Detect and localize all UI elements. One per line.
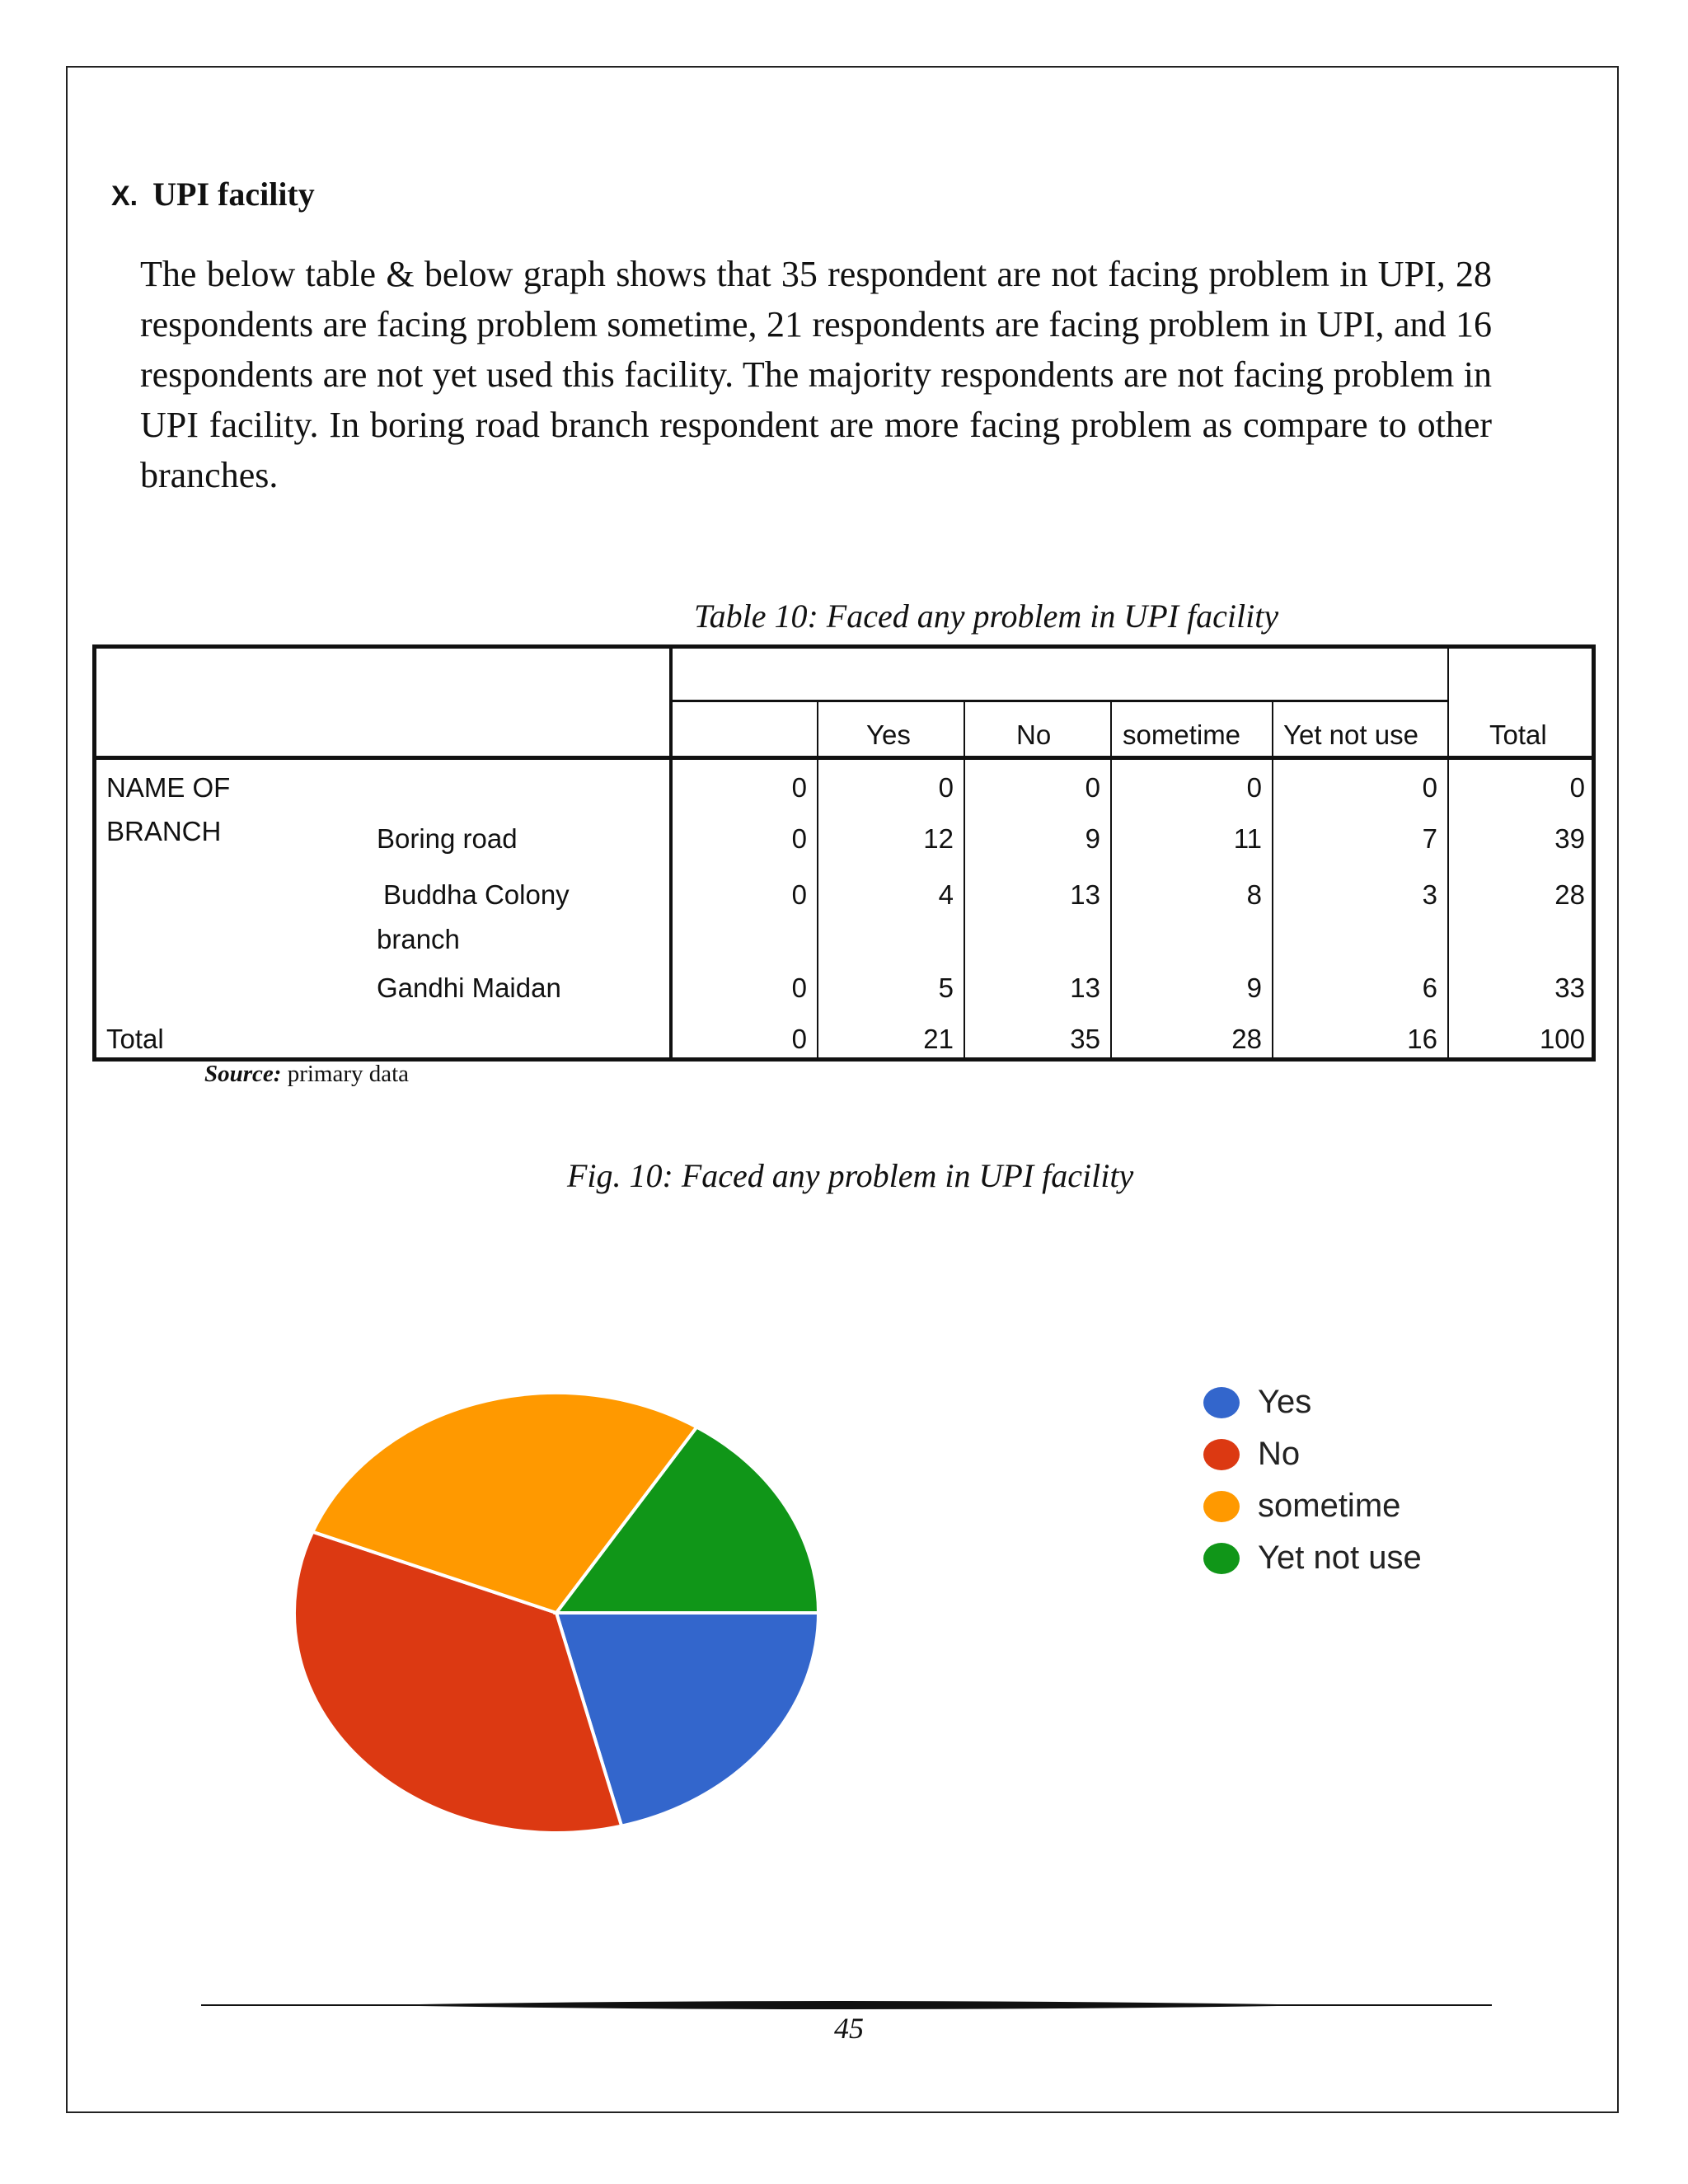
col-rule-4 [1110, 700, 1112, 1057]
total-cell: 0 [791, 1024, 807, 1054]
table-cell: 0 [791, 879, 807, 910]
section-heading [111, 175, 315, 213]
row-label-gandhi-maidan: Gandhi Maidan [377, 972, 561, 1003]
total-cell: 28 [1231, 1024, 1262, 1054]
table-cell: 0 [791, 823, 807, 854]
section-title: UPI facility [152, 176, 315, 213]
pie-chart [280, 1376, 841, 1838]
row-group-label-line1: NAME OF [106, 772, 231, 803]
table-caption: Table 10: Faced any problem in UPI facility [694, 598, 1279, 635]
table-cell: 6 [1422, 972, 1437, 1003]
row-label-boring-road: Boring road [377, 823, 518, 854]
table-cell: 4 [938, 879, 954, 910]
page-number: 45 [834, 2012, 864, 2045]
row-label-buddha-colony-line2: branch [377, 924, 460, 954]
table-cell: 0 [1569, 772, 1585, 803]
col-rule-2 [817, 700, 818, 1057]
table-cell: 39 [1554, 823, 1585, 854]
section-number: X. [111, 180, 138, 212]
figure-caption: Fig. 10: Faced any problem in UPI facility [567, 1157, 1134, 1194]
data-table [92, 644, 1596, 1062]
table-cell: 0 [791, 772, 807, 803]
row-label-buddha-colony-line1: Buddha Colony [383, 879, 570, 910]
table-cell: 7 [1422, 823, 1437, 854]
section-paragraph: The below table & below graph shows that 35 respondent are not facing problem in UPI, 28 respondents are facing problem sometime, 21 respondents are facing problem in UPI, and 16 respondents are not yet used this facility. The majority respondents are not facing problem in UPI facility. In boring road branch respondent are more facing problem as compare to other branches. [140, 254, 1492, 495]
legend-label: Yet not use [1258, 1540, 1422, 1576]
table-cell: 5 [938, 972, 954, 1003]
legend-item-no [1203, 1428, 1422, 1480]
col-rule-6 [1447, 649, 1449, 1057]
table-source [204, 1061, 409, 1088]
col-rule-5 [1272, 700, 1273, 1057]
footer-divider [201, 1999, 1492, 2011]
table-cell: 0 [1246, 772, 1262, 803]
legend-swatch [1203, 1491, 1240, 1522]
table-cell: 13 [1070, 972, 1100, 1003]
total-cell: 16 [1407, 1024, 1437, 1054]
total-cell: 100 [1539, 1024, 1585, 1054]
header-yet-not-use: Yet not use [1283, 719, 1418, 750]
table-cell: 8 [1246, 879, 1262, 910]
table-cell: 0 [1422, 772, 1437, 803]
legend-label: No [1258, 1436, 1301, 1472]
table-cell: 9 [1085, 823, 1100, 854]
legend-swatch [1203, 1387, 1240, 1418]
source-label: Source: [204, 1061, 282, 1087]
col-rule-3 [964, 700, 965, 1057]
table-cell: 3 [1422, 879, 1437, 910]
table-cell: 11 [1233, 823, 1262, 854]
table-cell: 12 [923, 823, 954, 854]
header-rule-top [669, 700, 1447, 702]
table-cell: 13 [1070, 879, 1100, 910]
legend-item-yet-not-use [1203, 1532, 1422, 1584]
table-cell: 0 [791, 972, 807, 1003]
col-rule-1 [669, 649, 673, 1057]
legend-item-yes [1203, 1376, 1422, 1428]
table-cell: 0 [938, 772, 954, 803]
legend-swatch [1203, 1543, 1240, 1574]
table-cell: 28 [1554, 879, 1585, 910]
table-cell: 0 [1085, 772, 1100, 803]
header-total: Total [1489, 719, 1547, 750]
legend-swatch [1203, 1439, 1240, 1470]
header-rule [96, 756, 1592, 760]
total-cell: 35 [1070, 1024, 1100, 1054]
header-no: No [1016, 719, 1052, 750]
header-sometime: sometime [1123, 719, 1241, 750]
header-yes: Yes [866, 719, 911, 750]
legend-item-sometime [1203, 1480, 1422, 1532]
legend-label: Yes [1258, 1384, 1312, 1420]
row-group-label-line2: BRANCH [106, 816, 222, 846]
total-cell: 21 [923, 1024, 954, 1054]
chart-legend [1203, 1376, 1422, 1584]
table-cell: 33 [1554, 972, 1585, 1003]
legend-label: sometime [1258, 1488, 1401, 1524]
total-label: Total [106, 1024, 164, 1054]
source-text: primary data [287, 1061, 410, 1087]
table-cell: 9 [1246, 972, 1262, 1003]
